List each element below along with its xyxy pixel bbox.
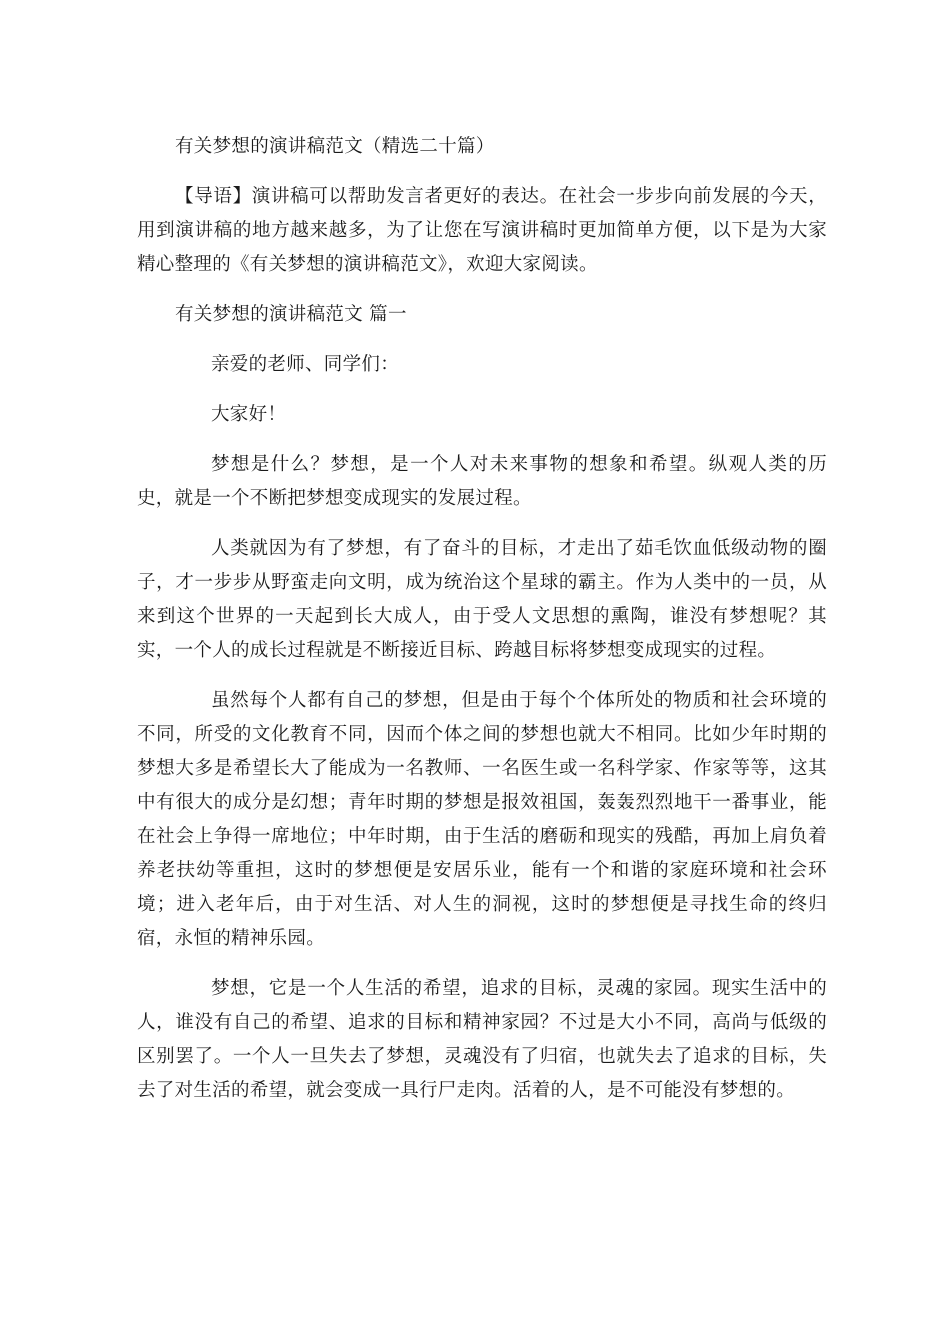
greeting: 大家好！ xyxy=(211,404,287,425)
body-paragraph: 虽然每个人都有自己的梦想，但是由于每个个体所处的物质和社会环境的不同，所受的文化教育不同，因而个体之间的梦想也就大不相同。比如少年时期的梦想大多是希望长大了能成为一名教师、一名医生或一名科学家、作家等等，这其中有很大的成分是幻想；青年时期的梦想是报效祖国，轰轰烈烈地干一番事业，能在社会上争得一席地位；中年时期，由于生活的磨砺和现实的残酷，再加上肩负着养老扶幼等重担，这时的梦想便是安居乐业，能有一个和谐的家庭环境和社会环境；进入老年后，由于对生活、对人生的洞视，这时的梦想便是寻找生命的终归宿，永恒的精神乐园。 xyxy=(137,690,827,949)
body-paragraph: 人类就因为有了梦想，有了奋斗的目标，才走出了茹毛饮血低级动物的圈子，才一步步从野蛮走向文明，成为统治这个星球的霸主。作为人类中的一员，从来到这个世界的一天起到长大成人，由于受人文思想的熏陶，谁没有梦想呢？其实，一个人的成长过程就是不断接近目标、跨越目标将梦想变成现实的过程。 xyxy=(137,538,827,661)
salutation: 亲爱的老师、同学们： xyxy=(211,354,400,375)
body-paragraph: 梦想，它是一个人生活的希望，追求的目标，灵魂的家园。现实生活中的人，谁没有自己的希望、追求的目标和精神家园？不过是大小不同，高尚与低级的区别罢了。一个人一旦失去了梦想，灵魂没有了归宿，也就失去了追求的目标，失去了对生活的希望，就会变成一具行尸走肉。活着的人，是不可能没有梦想的。 xyxy=(137,978,827,1101)
document-body xyxy=(137,130,827,1124)
body-paragraph: 梦想是什么？梦想，是一个人对未来事物的想象和希望。纵观人类的历史，就是一个不断把梦想变成现实的发展过程。 xyxy=(137,454,827,509)
document-title: 有关梦想的演讲稿范文（精选二十篇） xyxy=(175,136,495,157)
section-heading: 有关梦想的演讲稿范文 篇一 xyxy=(175,304,407,325)
intro-paragraph: 【导语】演讲稿可以帮助发言者更好的表达。在社会一步步向前发展的今天，用到演讲稿的地方越来越多，为了让您在写演讲稿时更加简单方便，以下是为大家精心整理的《有关梦想的演讲稿范文》，欢迎大家阅读。 xyxy=(137,186,827,275)
